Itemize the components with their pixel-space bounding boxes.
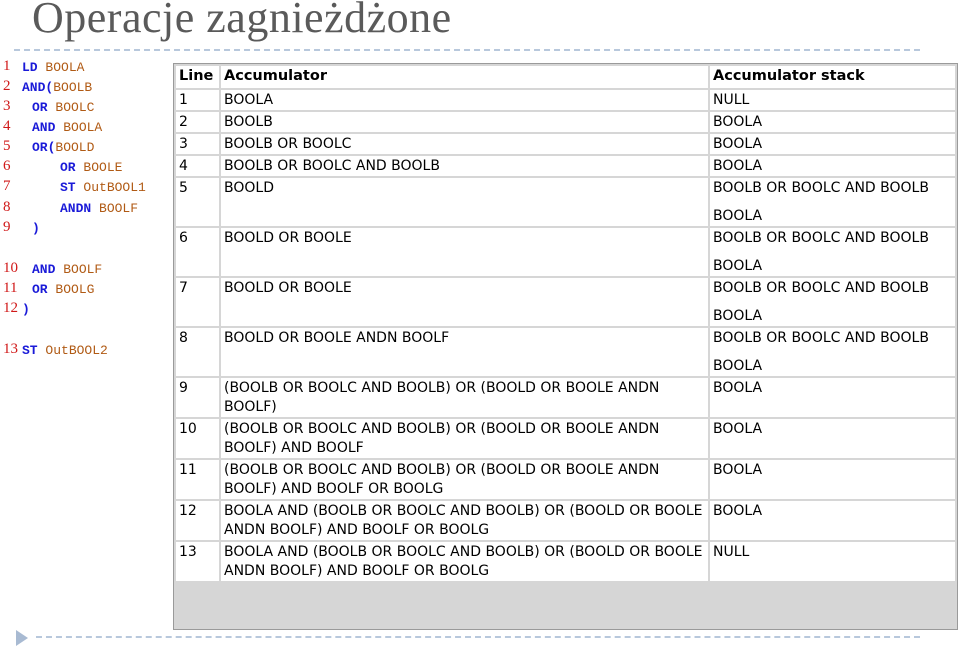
table-row: [176, 112, 955, 132]
cell-accumulator-stack: [710, 542, 955, 581]
stack-entry: BOOLB OR BOOLC AND BOOLB: [713, 280, 929, 296]
code-line-number: 2: [3, 78, 11, 94]
stack-entry: BOOLA: [713, 308, 763, 324]
title-divider: [14, 49, 920, 51]
cell-line: 9: [176, 378, 219, 417]
stack-entry: BOOLA: [713, 158, 763, 174]
cell-accumulator-stack: [710, 378, 955, 417]
code-operand: OutBOOL2: [45, 343, 108, 358]
header-accumulator: Accumulator: [221, 66, 708, 88]
code-instruction: [60, 160, 122, 175]
table-header-row: [176, 66, 955, 88]
cell-line: 5: [176, 178, 219, 226]
code-line-number: 12: [3, 300, 18, 316]
code-operand: BOOLB: [53, 80, 93, 95]
cell-line: 6: [176, 228, 219, 276]
stack-entry: BOOLA: [713, 208, 763, 224]
code-operand: BOOLG: [55, 282, 95, 297]
cell-line: 12: [176, 501, 219, 540]
code-operand: BOOLF: [99, 201, 139, 216]
footer-arrow-icon: [16, 630, 28, 646]
code-line-number: 9: [3, 219, 11, 235]
code-operand: BOOLE: [83, 160, 123, 175]
code-operand: BOOLA: [63, 120, 103, 135]
cell-accumulator-stack: [710, 112, 955, 132]
cell-accumulator-stack: [710, 90, 955, 110]
code-line-number: 5: [3, 138, 11, 154]
code-line-number: 3: [3, 98, 11, 114]
code-instruction: [32, 221, 40, 236]
code-operand: BOOLF: [63, 262, 103, 277]
stack-entry: BOOLB OR BOOLC AND BOOLB: [713, 230, 929, 246]
cell-accumulator: BOOLB OR BOOLC AND BOOLB: [221, 156, 708, 176]
cell-line: 3: [176, 134, 219, 154]
table-row: [176, 90, 955, 110]
code-instruction: [22, 80, 92, 95]
cell-accumulator-stack: [710, 228, 955, 276]
cell-accumulator: BOOLB: [221, 112, 708, 132]
code-keyword: ): [32, 221, 40, 236]
table-row: [176, 328, 955, 376]
cell-line: 2: [176, 112, 219, 132]
cell-accumulator: (BOOLB OR BOOLC AND BOOLB) OR (BOOLD OR BOOLE ANDN BOOLF) AND BOOLF: [221, 419, 708, 458]
code-line-number: 1: [3, 58, 11, 74]
code-instruction: [22, 60, 84, 75]
code-keyword: OR: [60, 160, 76, 175]
stack-entry: BOOLA: [713, 380, 763, 396]
cell-accumulator-stack: [710, 134, 955, 154]
code-instruction: [32, 262, 102, 277]
cell-accumulator: BOOLB OR BOOLC: [221, 134, 708, 154]
cell-accumulator: BOOLA AND (BOOLB OR BOOLC AND BOOLB) OR (BOOLD OR BOOLE ANDN BOOLF) AND BOOLF OR BOOLG: [221, 501, 708, 540]
slide-title: Operacje zagnieżdżone: [32, 0, 452, 42]
cell-accumulator: BOOLD OR BOOLE: [221, 228, 708, 276]
code-keyword: ): [22, 302, 30, 317]
accumulator-table: [174, 64, 957, 583]
cell-line: 8: [176, 328, 219, 376]
header-line: Line: [176, 66, 219, 88]
code-line-number: 13: [3, 341, 18, 357]
cell-line: 4: [176, 156, 219, 176]
code-keyword: ST: [60, 180, 76, 195]
stack-entry: NULL: [713, 544, 750, 560]
cell-accumulator: BOOLD OR BOOLE: [221, 278, 708, 326]
cell-accumulator: BOOLA AND (BOOLB OR BOOLC AND BOOLB) OR (BOOLD OR BOOLE ANDN BOOLF) AND BOOLF OR BOOLG: [221, 542, 708, 581]
stack-entry: BOOLA: [713, 114, 763, 130]
code-keyword: ST: [22, 343, 38, 358]
code-keyword: OR(: [32, 140, 56, 155]
cell-line: 11: [176, 460, 219, 499]
stack-entry: BOOLA: [713, 258, 763, 274]
cell-line: 7: [176, 278, 219, 326]
table-row: [176, 378, 955, 417]
code-instruction: [32, 282, 94, 297]
code-operand: BOOLD: [55, 140, 95, 155]
table-row: [176, 134, 955, 154]
table-row: [176, 278, 955, 326]
cell-accumulator-stack: [710, 278, 955, 326]
code-line-number: 10: [3, 260, 18, 276]
code-line-number: 4: [3, 118, 11, 134]
cell-accumulator-stack: [710, 156, 955, 176]
code-instruction: [32, 120, 102, 135]
code-keyword: AND: [32, 120, 56, 135]
cell-line: 1: [176, 90, 219, 110]
cell-accumulator-stack: [710, 419, 955, 458]
cell-accumulator: BOOLD OR BOOLE ANDN BOOLF: [221, 328, 708, 376]
cell-accumulator-stack: [710, 328, 955, 376]
code-instruction: [32, 100, 94, 115]
stack-entry: BOOLA: [713, 503, 763, 519]
stack-entry: BOOLA: [713, 421, 763, 437]
cell-accumulator: BOOLA: [221, 90, 708, 110]
cell-accumulator-stack: [710, 460, 955, 499]
code-instruction: [60, 201, 138, 216]
code-keyword: OR: [32, 282, 48, 297]
code-keyword: AND: [32, 262, 56, 277]
table-row: [176, 501, 955, 540]
table-row: [176, 156, 955, 176]
code-line-number: 11: [3, 280, 18, 296]
stack-entry: BOOLA: [713, 136, 763, 152]
header-accumulator-stack: Accumulator stack: [710, 66, 955, 88]
table-row: [176, 178, 955, 226]
cell-accumulator: BOOLD: [221, 178, 708, 226]
cell-accumulator: (BOOLB OR BOOLC AND BOOLB) OR (BOOLD OR BOOLE ANDN BOOLF) AND BOOLF OR BOOLG: [221, 460, 708, 499]
code-line-number: 8: [3, 199, 11, 215]
code-line-number: 7: [3, 178, 11, 194]
code-keyword: ANDN: [60, 201, 92, 216]
stack-entry: BOOLA: [713, 462, 763, 478]
table-row: [176, 542, 955, 581]
cell-line: 13: [176, 542, 219, 581]
code-instruction: [60, 180, 146, 195]
code-operand: BOOLA: [45, 60, 85, 75]
accumulator-table-container: [173, 63, 958, 630]
table-row: [176, 228, 955, 276]
code-instruction: [22, 302, 30, 317]
code-keyword: AND(: [22, 80, 54, 95]
code-keyword: OR: [32, 100, 48, 115]
cell-accumulator-stack: [710, 501, 955, 540]
stack-entry: BOOLB OR BOOLC AND BOOLB: [713, 180, 929, 196]
cell-accumulator-stack: [710, 178, 955, 226]
stack-entry: BOOLB OR BOOLC AND BOOLB: [713, 330, 929, 346]
code-operand: OutBOOL1: [83, 180, 146, 195]
code-operand: BOOLC: [55, 100, 95, 115]
table-row: [176, 460, 955, 499]
code-line-number: 6: [3, 158, 11, 174]
cell-accumulator: (BOOLB OR BOOLC AND BOOLB) OR (BOOLD OR BOOLE ANDN BOOLF): [221, 378, 708, 417]
code-instruction: [22, 343, 108, 358]
code-instruction: [32, 140, 94, 155]
stack-entry: BOOLA: [713, 358, 763, 374]
stack-entry: NULL: [713, 92, 750, 108]
code-keyword: LD: [22, 60, 38, 75]
footer-divider: [36, 636, 920, 638]
cell-line: 10: [176, 419, 219, 458]
table-row: [176, 419, 955, 458]
